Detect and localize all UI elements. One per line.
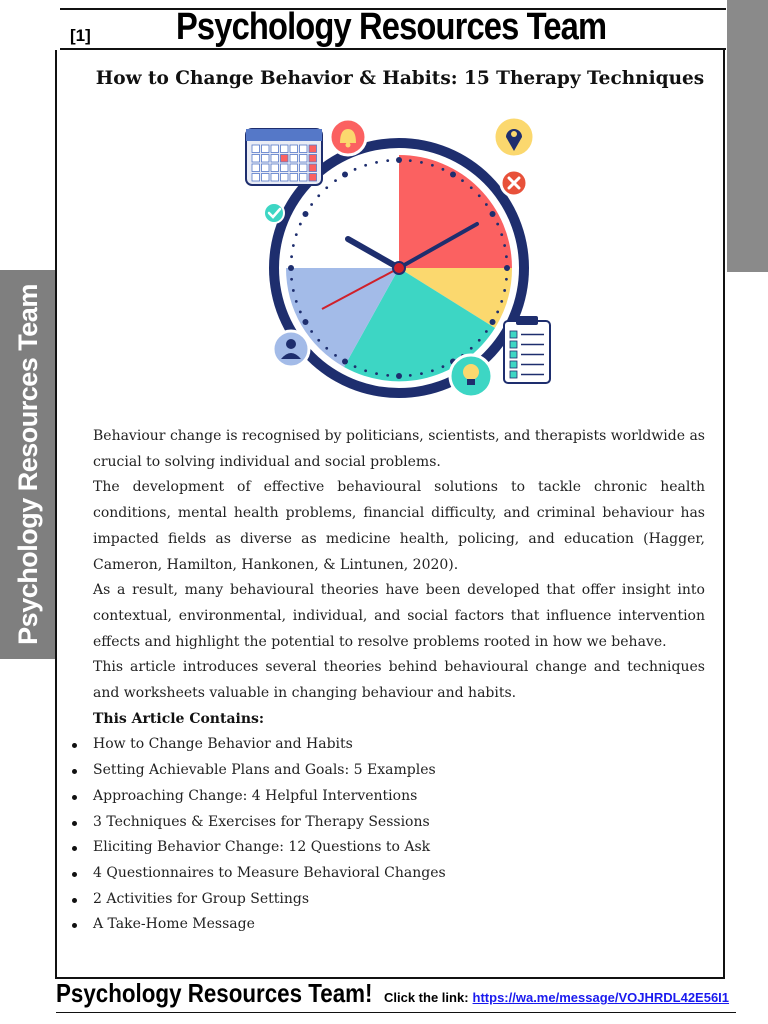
clock-tick <box>310 203 313 206</box>
clock-tick <box>496 311 499 314</box>
clock-tick <box>490 319 496 325</box>
header-title: Psychology Resources Team <box>176 6 607 48</box>
check-icon <box>264 203 284 223</box>
clock-tick <box>342 359 348 365</box>
clock-tick <box>485 330 488 333</box>
location-pin-icon <box>494 117 534 157</box>
clock-tick <box>478 194 481 197</box>
bell-icon <box>330 119 366 155</box>
calendar-day <box>281 174 289 182</box>
clock-tick <box>375 372 378 375</box>
contents-item: 2 Activities for Group Settings <box>93 887 705 913</box>
lightbulb-icon <box>450 355 492 397</box>
contents-item: 4 Questionnaires to Measure Behavioral Changes <box>93 861 705 887</box>
calendar-day <box>271 174 279 182</box>
clock-tick <box>288 265 294 271</box>
clock-tick <box>503 289 506 292</box>
paragraph-intro: Behaviour change is recognised by politicians, scientists, and therapists worldwide as crucial to solving individual and social problems. <box>93 428 705 470</box>
clock-tick <box>500 300 503 303</box>
side-banner-text: Psychology Resources Team <box>12 284 43 645</box>
checklist-box <box>510 341 517 348</box>
calendar-day <box>271 145 279 153</box>
calendar-day <box>252 145 260 153</box>
contents-list <box>93 732 705 938</box>
calendar-day <box>300 164 308 172</box>
clock-tick <box>500 233 503 236</box>
contents-item: How to Change Behavior and Habits <box>93 732 705 758</box>
calendar-icon <box>246 129 322 185</box>
clock-tick <box>431 369 434 372</box>
clock-tick <box>409 374 412 377</box>
paragraph-development: The development of effective behavioural solutions to tackle chronic health conditions, mental health problems, financial difficulty, and criminal behaviour has impacted fields as diverse as medicine health, policing, and education (Hagger, Cameron, Hamilton, Hankonen, & Lintunen, 2020). <box>93 479 705 573</box>
article-body <box>93 424 705 938</box>
calendar-day <box>290 164 298 172</box>
clock-tick <box>442 365 445 368</box>
checklist-icon <box>504 316 550 383</box>
clock-tick <box>505 278 508 281</box>
clock-tick <box>292 289 295 292</box>
checklist-box <box>510 351 517 358</box>
calendar-day <box>252 174 260 182</box>
calendar-day <box>252 155 260 163</box>
clock-tick <box>420 161 423 164</box>
clock-tick <box>470 186 473 189</box>
calendar-day <box>290 174 298 182</box>
calendar-day <box>300 155 308 163</box>
close-icon <box>501 170 527 196</box>
calendar-day <box>281 155 289 163</box>
footer-whatsapp-link[interactable]: https://wa.me/message/VOJHRDL42E56I1 <box>472 990 730 1005</box>
clock-tick <box>290 278 293 281</box>
clock-tick <box>490 211 496 217</box>
clock-tick <box>292 244 295 247</box>
clock-tick <box>299 311 302 314</box>
calendar-day <box>309 174 317 182</box>
clock-tick <box>461 179 464 182</box>
clock-tick <box>354 365 357 368</box>
clock-tick <box>364 369 367 372</box>
clock-tick <box>470 347 473 350</box>
paragraph-overview: This article introduces several theories behind behavioural change and techniques and worksheets valuable in changing behaviour and habits. <box>93 659 705 702</box>
clock-tick <box>299 223 302 226</box>
checklist-box <box>510 331 517 338</box>
calendar-day <box>262 164 270 172</box>
calendar-day <box>309 155 317 163</box>
clock-tick <box>386 374 389 377</box>
footer-title: Psychology Resources Team! <box>56 978 373 1008</box>
clock-tick <box>290 255 293 258</box>
calendar-day <box>262 155 270 163</box>
clock-tick <box>504 265 510 271</box>
calendar-day <box>252 164 260 172</box>
article-title: How to Change Behavior & Habits: 15 Therapy Techniques <box>95 68 705 89</box>
clock-tick <box>302 211 308 217</box>
page-number: [1] <box>70 26 91 45</box>
footer-rule <box>56 1012 736 1013</box>
clock-tick <box>295 300 298 303</box>
clock-tick <box>420 372 423 375</box>
contents-heading: This Article Contains: <box>93 710 265 727</box>
clock-tick <box>375 161 378 164</box>
clock-tick <box>325 186 328 189</box>
clock-tick <box>503 244 506 247</box>
clock-tick <box>505 255 508 258</box>
side-banner <box>0 270 56 659</box>
clock-tick <box>364 164 367 167</box>
contents-item: Setting Achievable Plans and Goals: 5 Examples <box>93 758 705 784</box>
footer <box>56 978 729 1009</box>
checklist-box <box>510 361 517 368</box>
clock-tick <box>334 179 337 182</box>
contents-item: Eliciting Behavior Change: 12 Questions to Ask <box>93 835 705 861</box>
calendar-day <box>290 145 298 153</box>
clock-tick <box>317 339 320 342</box>
clock-tick <box>386 159 389 162</box>
contents-item: Approaching Change: 4 Helpful Interventions <box>93 784 705 810</box>
clock-tick <box>334 354 337 357</box>
calendar-day <box>281 164 289 172</box>
calendar-day <box>300 174 308 182</box>
calendar-day <box>281 145 289 153</box>
clock-tick <box>478 339 481 342</box>
contents-item: 3 Techniques & Exercises for Therapy Sessions <box>93 810 705 836</box>
clock-tick <box>317 194 320 197</box>
calendar-day <box>309 164 317 172</box>
right-decor-bar <box>727 0 768 272</box>
clock-tick <box>409 159 412 162</box>
calendar-day <box>271 164 279 172</box>
clock-illustration <box>240 113 560 405</box>
clock-tick <box>342 171 348 177</box>
clock-tick <box>485 203 488 206</box>
calendar-day <box>309 145 317 153</box>
footer-link-label: Click the link: <box>384 990 469 1005</box>
clock-tick <box>396 157 402 163</box>
paragraph-theories: As a result, many behavioural theories have been developed that offer insight into contextual, environmental, individual, and social factors that influence intervention effects and highlight the potential to resolve problems rooted in how we behave. <box>93 582 705 650</box>
clock-tick <box>325 347 328 350</box>
clock-tick <box>295 233 298 236</box>
clock-tick <box>302 319 308 325</box>
calendar-day <box>262 174 270 182</box>
clock-tick <box>310 330 313 333</box>
calendar-day <box>300 145 308 153</box>
clock-tick <box>450 171 456 177</box>
clock-tick <box>496 223 499 226</box>
clock-tick <box>396 373 402 379</box>
clock-tick <box>431 164 434 167</box>
checklist-box <box>510 371 517 378</box>
clock-tick <box>442 168 445 171</box>
calendar-day <box>271 155 279 163</box>
user-icon <box>273 331 309 367</box>
contents-item: A Take-Home Message <box>93 912 705 938</box>
calendar-day <box>290 155 298 163</box>
calendar-day <box>262 145 270 153</box>
clock-tick <box>354 168 357 171</box>
